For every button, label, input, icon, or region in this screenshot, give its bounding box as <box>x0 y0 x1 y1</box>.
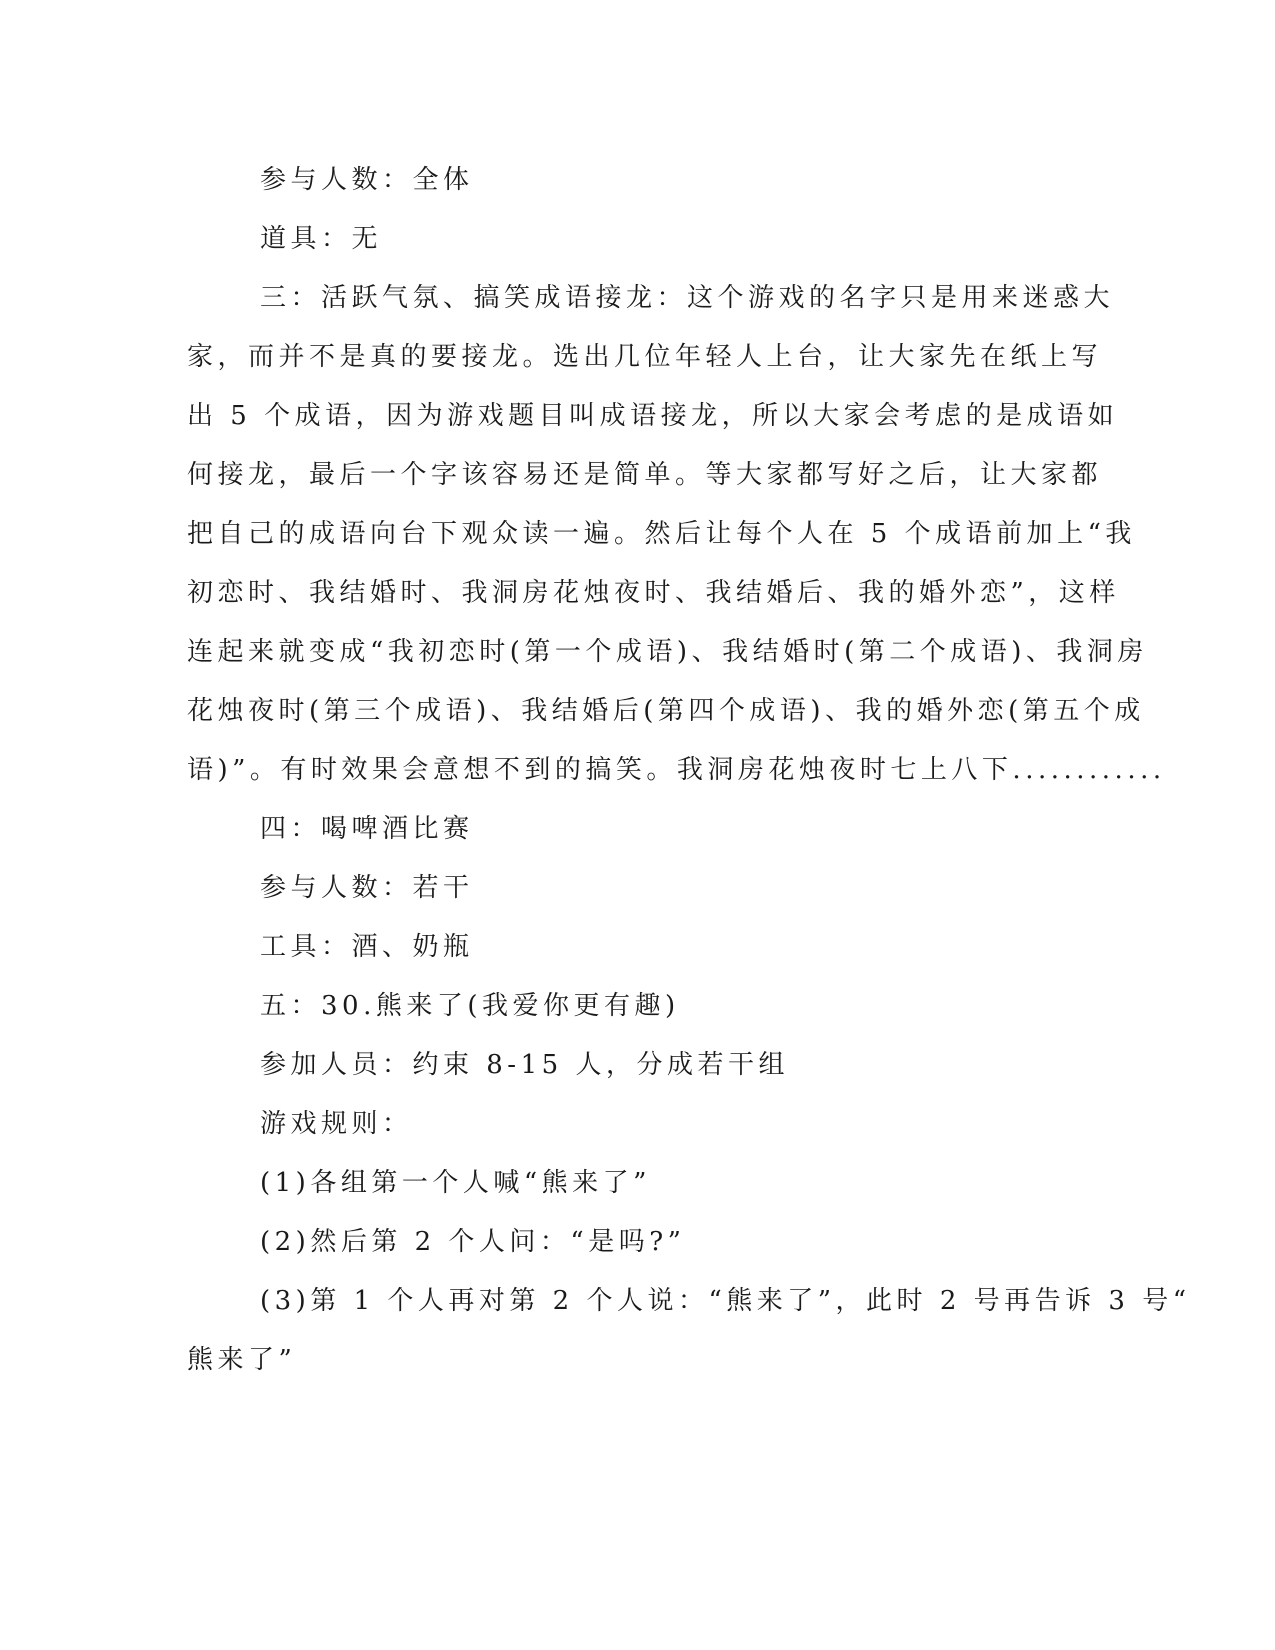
tools-line: 工具：酒、奶瓶 <box>260 932 474 962</box>
section-heading: 四：喝啤酒比赛 <box>260 814 474 844</box>
paragraph-line: 三：活跃气氛、搞笑成语接龙：这个游戏的名字只是用来迷惑大 <box>260 283 1115 313</box>
section-heading: 五：30.熊来了(我爱你更有趣) <box>260 991 680 1021</box>
rule-item: (2)然后第 2 个人问：“是吗?” <box>260 1227 686 1257</box>
participants-line: 参与人数：若干 <box>260 873 474 903</box>
paragraph-line: 连起来就变成“我初恋时(第一个成语)、我结婚时(第二个成语)、我洞房 <box>187 637 1148 667</box>
paragraph-line: 花烛夜时(第三个成语)、我结婚后(第四个成语)、我的婚外恋(第五个成 <box>187 696 1145 726</box>
rule-item: (1)各组第一个人喊“熊来了” <box>260 1168 651 1198</box>
paragraph-line: 把自己的成语向台下观众读一遍。然后让每个人在 5 个成语前加上“我 <box>187 519 1136 549</box>
participants-line: 参加人员：约束 8-15 人，分成若干组 <box>260 1050 789 1080</box>
paragraph-line: 初恋时、我结婚时、我洞房花烛夜时、我结婚后、我的婚外恋”，这样 <box>187 578 1120 608</box>
participants-line: 参与人数：全体 <box>260 165 474 195</box>
rules-heading: 游戏规则： <box>260 1109 413 1139</box>
paragraph-line: 何接龙，最后一个字该容易还是简单。等大家都写好之后，让大家都 <box>187 460 1103 490</box>
rule-item-continuation: 熊来了” <box>187 1345 297 1375</box>
props-line: 道具：无 <box>260 224 383 254</box>
rule-item: (3)第 1 个人再对第 2 个人说：“熊来了”，此时 2 号再告诉 3 号“ <box>260 1286 1191 1316</box>
paragraph-line: 出 5 个成语，因为游戏题目叫成语接龙，所以大家会考虑的是成语如 <box>187 401 1119 431</box>
paragraph-line: 语)”。有时效果会意想不到的搞笑。我洞房花烛夜时七上八下............ <box>187 755 1166 785</box>
paragraph-line: 家，而并不是真的要接龙。选出几位年轻人上台，让大家先在纸上写 <box>187 342 1103 372</box>
